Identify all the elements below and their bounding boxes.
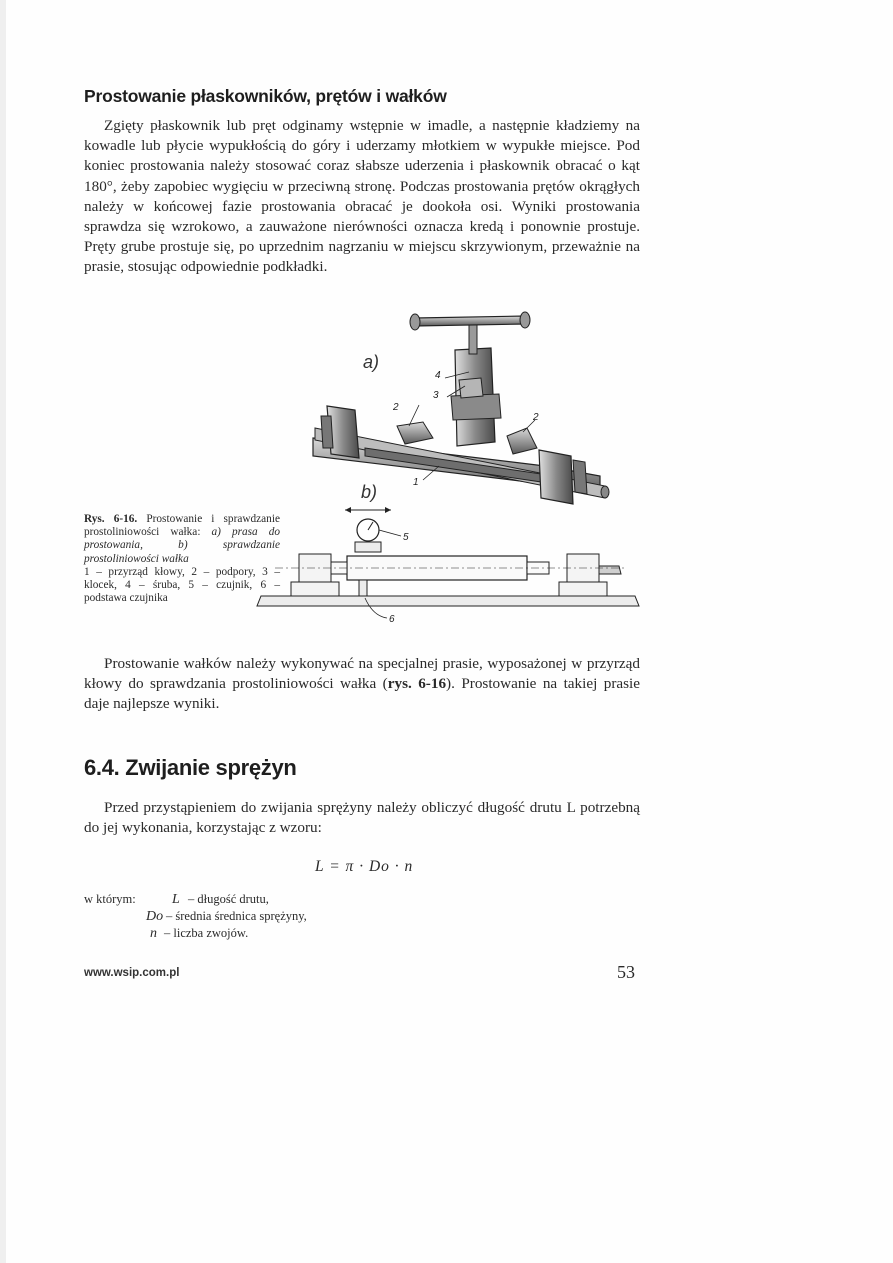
press-drawing: [313, 312, 609, 504]
caption-title: Prostowanie i sprawdzanie prostoliniowości wałka:: [84, 513, 280, 539]
figure-6-16: [255, 298, 645, 638]
page-number: 53: [617, 962, 635, 982]
caption-number: Rys. 6-16.: [84, 513, 138, 525]
formula: L = π · Do · n: [315, 858, 414, 875]
section-paragraph: Zgięty płaskownik lub pręt odginamy wstępnie w imadle, a następnie kładziemy na kowadle lub płycie wypukłością do góry i uderzamy młotkiem w wypukłe miejsce. Pod koniec prostowania należy stosować coraz słabsze uderzenia i płaskownik obracać o kąt 180°, żeby zapobiec wygięciu w przeciwną stronę. Podczas prostowania prętów okrągłych należy w końcowej fazie prostowania obracać je dookoła osi. Wyniki prostowania sprawdza się wzrokowo, a zauważone nierówności oznacza kredą i ponownie prostuje. Pręty grube prostuje się, po uprzednim nagrzaniu w miejscu skrzywionym, przeważnie na prasie, stosując odpowiednie podkładki.: [84, 117, 640, 276]
figure-caption: [84, 513, 280, 605]
page-edge: [0, 0, 6, 1263]
svg-text:6: 6: [389, 614, 395, 625]
paragraph-2-after: ). Prostowanie na takiej prasie daje najlepsze wyniki.: [84, 675, 640, 713]
chapter-paragraph: Przed przystąpieniem do zwijania sprężyny należy obliczyć długość drutu L potrzebną do jej wykonania, korzystając z wzoru:: [84, 799, 640, 837]
definition-symbol: L: [172, 892, 180, 907]
svg-text:2: 2: [533, 412, 539, 423]
section-title: Prostowanie płaskowników, prętów i wałków: [84, 86, 447, 106]
figure-label-a: a): [363, 352, 380, 372]
gauge-drawing: [257, 507, 639, 618]
svg-text:4: 4: [435, 370, 441, 381]
svg-text:1: 1: [413, 477, 419, 488]
definition-symbol: Do: [146, 909, 164, 924]
definition-text: – liczba zwojów.: [164, 926, 249, 940]
chapter-title: 6.4. Zwijanie sprężyn: [84, 755, 297, 780]
svg-text:3: 3: [433, 390, 439, 401]
definitions-lead: w którym:: [84, 892, 136, 906]
figure-reference: rys. 6-16: [387, 675, 447, 693]
figure-label-b: b): [361, 482, 378, 502]
figure-drawing: [255, 298, 645, 638]
caption-legend: 1 – przyrząd kłowy, 2 – podpory, 3 – klocek, 4 – śruba, 5 – czujnik, 6 – podstawa czujnika: [84, 565, 280, 605]
definition-symbol: n: [150, 926, 157, 941]
paragraph-2: [84, 654, 640, 715]
definition-text: – średnia średnica sprężyny,: [166, 909, 307, 923]
svg-text:5: 5: [403, 532, 409, 543]
paragraph-2-before: Prostowanie wałków należy wykonywać na specjalnej prasie, wyposażonej w przyrząd kłowy do sprawdzania prostoliniowości wałka (: [84, 655, 640, 693]
svg-text:2: 2: [393, 402, 399, 413]
footer-url: www.wsip.com.pl: [84, 967, 180, 979]
definition-text: – długość drutu,: [188, 892, 269, 906]
caption-parts: a) prasa do prostowania, b) sprawdzanie prostoliniowości wałka: [84, 526, 281, 565]
